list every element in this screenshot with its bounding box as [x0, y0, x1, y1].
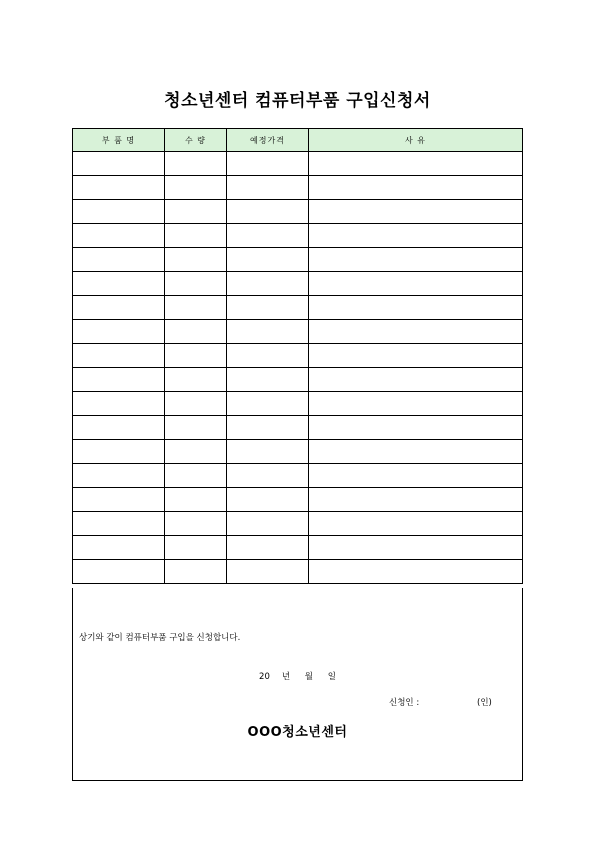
table-row	[73, 224, 523, 248]
reason-cell[interactable]	[309, 536, 523, 560]
table-row	[73, 392, 523, 416]
part-name-cell[interactable]	[73, 488, 165, 512]
date-day-unit: 일	[327, 672, 336, 682]
estimated-price-cell[interactable]	[227, 344, 309, 368]
table-row	[73, 368, 523, 392]
estimated-price-cell[interactable]	[227, 368, 309, 392]
quantity-cell[interactable]	[165, 368, 227, 392]
footer-section	[72, 588, 523, 781]
part-name-cell[interactable]	[73, 224, 165, 248]
table-row	[73, 512, 523, 536]
table-row	[73, 536, 523, 560]
quantity-cell[interactable]	[165, 560, 227, 584]
part-name-cell[interactable]	[73, 296, 165, 320]
reason-cell[interactable]	[309, 272, 523, 296]
estimated-price-cell[interactable]	[227, 248, 309, 272]
table-row	[73, 200, 523, 224]
table-row	[73, 488, 523, 512]
purchase-request-table	[72, 128, 523, 584]
reason-cell[interactable]	[309, 512, 523, 536]
reason-cell[interactable]	[309, 392, 523, 416]
table-body	[73, 152, 523, 584]
reason-cell[interactable]	[309, 416, 523, 440]
quantity-cell[interactable]	[165, 248, 227, 272]
reason-cell[interactable]	[309, 296, 523, 320]
estimated-price-cell[interactable]	[227, 488, 309, 512]
header-reason: 사 유	[309, 129, 523, 152]
quantity-cell[interactable]	[165, 488, 227, 512]
reason-cell[interactable]	[309, 464, 523, 488]
estimated-price-cell[interactable]	[227, 560, 309, 584]
header-quantity: 수 량	[165, 129, 227, 152]
quantity-cell[interactable]	[165, 416, 227, 440]
quantity-cell[interactable]	[165, 224, 227, 248]
reason-cell[interactable]	[309, 176, 523, 200]
estimated-price-cell[interactable]	[227, 296, 309, 320]
part-name-cell[interactable]	[73, 536, 165, 560]
estimated-price-cell[interactable]	[227, 152, 309, 176]
center-name: OOO청소년센터	[247, 725, 348, 740]
quantity-cell[interactable]	[165, 272, 227, 296]
part-name-cell[interactable]	[73, 272, 165, 296]
part-name-cell[interactable]	[73, 560, 165, 584]
table-row	[73, 152, 523, 176]
quantity-cell[interactable]	[165, 152, 227, 176]
estimated-price-cell[interactable]	[227, 272, 309, 296]
table-header-row	[73, 129, 523, 152]
quantity-cell[interactable]	[165, 320, 227, 344]
part-name-cell[interactable]	[73, 200, 165, 224]
reason-cell[interactable]	[309, 344, 523, 368]
table-row	[73, 560, 523, 584]
part-name-cell[interactable]	[73, 512, 165, 536]
quantity-cell[interactable]	[165, 344, 227, 368]
reason-cell[interactable]	[309, 368, 523, 392]
quantity-cell[interactable]	[165, 296, 227, 320]
table-row	[73, 344, 523, 368]
part-name-cell[interactable]	[73, 320, 165, 344]
part-name-cell[interactable]	[73, 152, 165, 176]
reason-cell[interactable]	[309, 200, 523, 224]
date-year: 20	[259, 672, 270, 682]
quantity-cell[interactable]	[165, 392, 227, 416]
table-row	[73, 464, 523, 488]
document-title: 청소년센터 컴퓨터부품 구입신청서	[164, 91, 431, 111]
header-part-name: 부 품 명	[73, 129, 165, 152]
part-name-cell[interactable]	[73, 440, 165, 464]
estimated-price-cell[interactable]	[227, 464, 309, 488]
reason-cell[interactable]	[309, 488, 523, 512]
estimated-price-cell[interactable]	[227, 512, 309, 536]
estimated-price-cell[interactable]	[227, 440, 309, 464]
part-name-cell[interactable]	[73, 368, 165, 392]
table-row	[73, 440, 523, 464]
table-row	[73, 248, 523, 272]
estimated-price-cell[interactable]	[227, 392, 309, 416]
reason-cell[interactable]	[309, 152, 523, 176]
part-name-cell[interactable]	[73, 248, 165, 272]
estimated-price-cell[interactable]	[227, 224, 309, 248]
header-estimated-price: 예정가격	[227, 129, 309, 152]
part-name-cell[interactable]	[73, 176, 165, 200]
table-row	[73, 296, 523, 320]
reason-cell[interactable]	[309, 560, 523, 584]
estimated-price-cell[interactable]	[227, 320, 309, 344]
request-statement: 상기와 같이 컴퓨터부품 구입을 신청합니다.	[79, 633, 241, 643]
estimated-price-cell[interactable]	[227, 200, 309, 224]
reason-cell[interactable]	[309, 248, 523, 272]
table-row	[73, 320, 523, 344]
seal-label: (인)	[477, 698, 492, 708]
date-line	[73, 670, 522, 682]
date-year-unit: 년	[281, 672, 291, 682]
date-month-unit: 월	[304, 672, 314, 682]
quantity-cell[interactable]	[165, 200, 227, 224]
part-name-cell[interactable]	[73, 392, 165, 416]
table-row	[73, 272, 523, 296]
quantity-cell[interactable]	[165, 464, 227, 488]
part-name-cell[interactable]	[73, 416, 165, 440]
quantity-cell[interactable]	[165, 536, 227, 560]
applicant-label: 신청인 :	[389, 698, 420, 708]
table-row	[73, 416, 523, 440]
quantity-cell[interactable]	[165, 440, 227, 464]
estimated-price-cell[interactable]	[227, 536, 309, 560]
reason-cell[interactable]	[309, 320, 523, 344]
quantity-cell[interactable]	[165, 176, 227, 200]
reason-cell[interactable]	[309, 224, 523, 248]
part-name-cell[interactable]	[73, 344, 165, 368]
estimated-price-cell[interactable]	[227, 416, 309, 440]
table-row	[73, 176, 523, 200]
estimated-price-cell[interactable]	[227, 176, 309, 200]
quantity-cell[interactable]	[165, 512, 227, 536]
part-name-cell[interactable]	[73, 464, 165, 488]
reason-cell[interactable]	[309, 440, 523, 464]
